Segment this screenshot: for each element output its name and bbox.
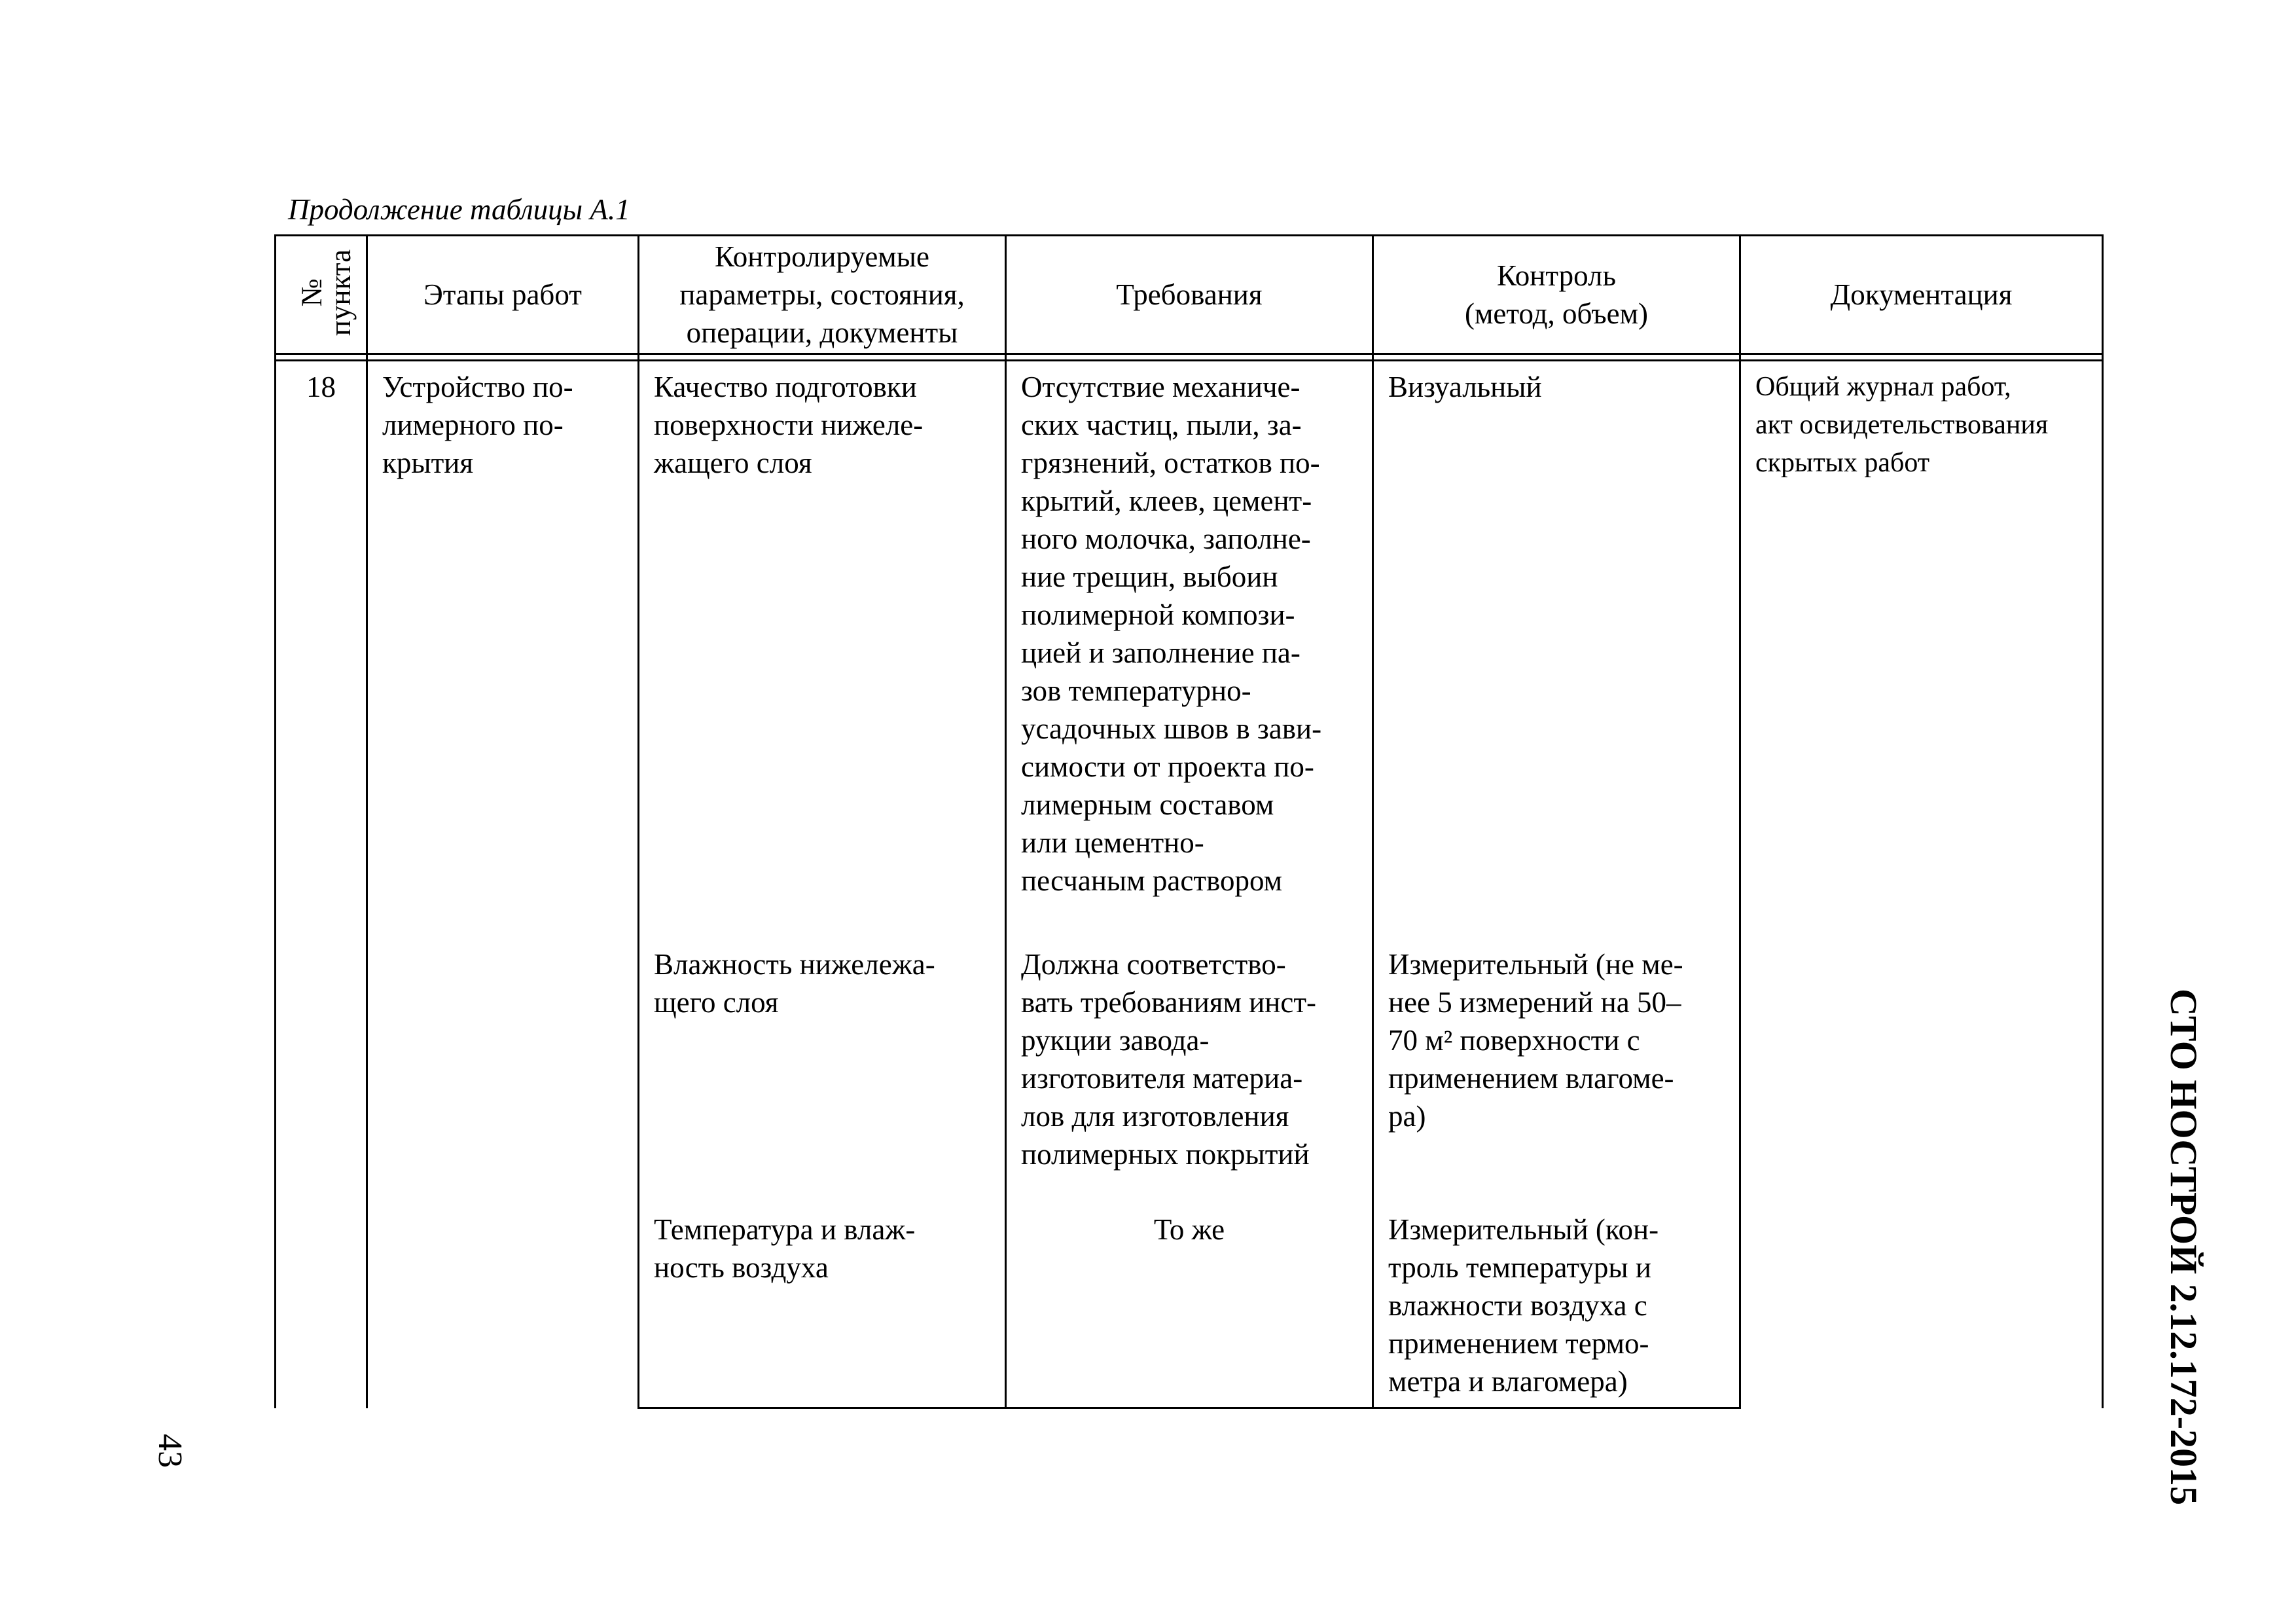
header-num-label: пункта (324, 249, 357, 336)
header-params: Контролируемые параметры, состояния, операции, документы (639, 236, 1006, 354)
requirement-cell: То же (1006, 1211, 1373, 1408)
row-documentation: Общий журнал работ, акт освидетельствования скрытых работ (1740, 361, 2103, 1408)
table-row (276, 361, 2103, 946)
table-caption: Продолжение таблицы А.1 (288, 193, 630, 226)
requirement-cell: Должна соответство- вать требованиям инст- рукции завода- изготовителя материа- лов для изготовления полимерных покрытий (1006, 945, 1373, 1211)
control-table (274, 234, 2104, 1409)
header-row (276, 236, 2103, 354)
standard-code: СТО НОСТРОЙ 2.12.172-2015 (2162, 989, 2205, 1506)
control-cell: Измерительный (не ме- нее 5 измерений на 50– 70 м² поверхности с применением влагоме- ра) (1373, 945, 1740, 1211)
header-control: Контроль (метод, объем) (1373, 236, 1740, 354)
page-number: 43 (151, 1434, 188, 1468)
control-cell: Измерительный (кон- троль температуры и влажности воздуха с применением термо- метра и влагомера) (1373, 1211, 1740, 1408)
header-double-rule (276, 354, 2103, 361)
row-number: 18 (276, 361, 367, 1408)
param-cell: Влажность нижележа- щего слоя (639, 945, 1006, 1211)
param-cell: Качество подготовки поверхности нижеле- жащего слоя (639, 361, 1006, 946)
header-documentation: Документация (1740, 236, 2103, 354)
header-stage: Этапы работ (367, 236, 639, 354)
header-num (276, 236, 367, 354)
row-stage: Устройство по- лимерного по- крытия (367, 361, 639, 1408)
param-cell: Температура и влаж- ность воздуха (639, 1211, 1006, 1408)
header-num-symbol: № (295, 278, 329, 306)
requirement-cell: Отсутствие механиче- ских частиц, пыли, за- грязнений, остатков по- крытий, клеев, цемент- ного молочка, заполне- ние трещин, выбоин полимерной компози- цией и заполнение па- зов температурно- усадочных швов в зави- симости от проекта по- лимерным составом или цементно- песчаным раствором (1006, 361, 1373, 946)
control-cell: Визуальный (1373, 361, 1740, 946)
header-requirements: Требования (1006, 236, 1373, 354)
